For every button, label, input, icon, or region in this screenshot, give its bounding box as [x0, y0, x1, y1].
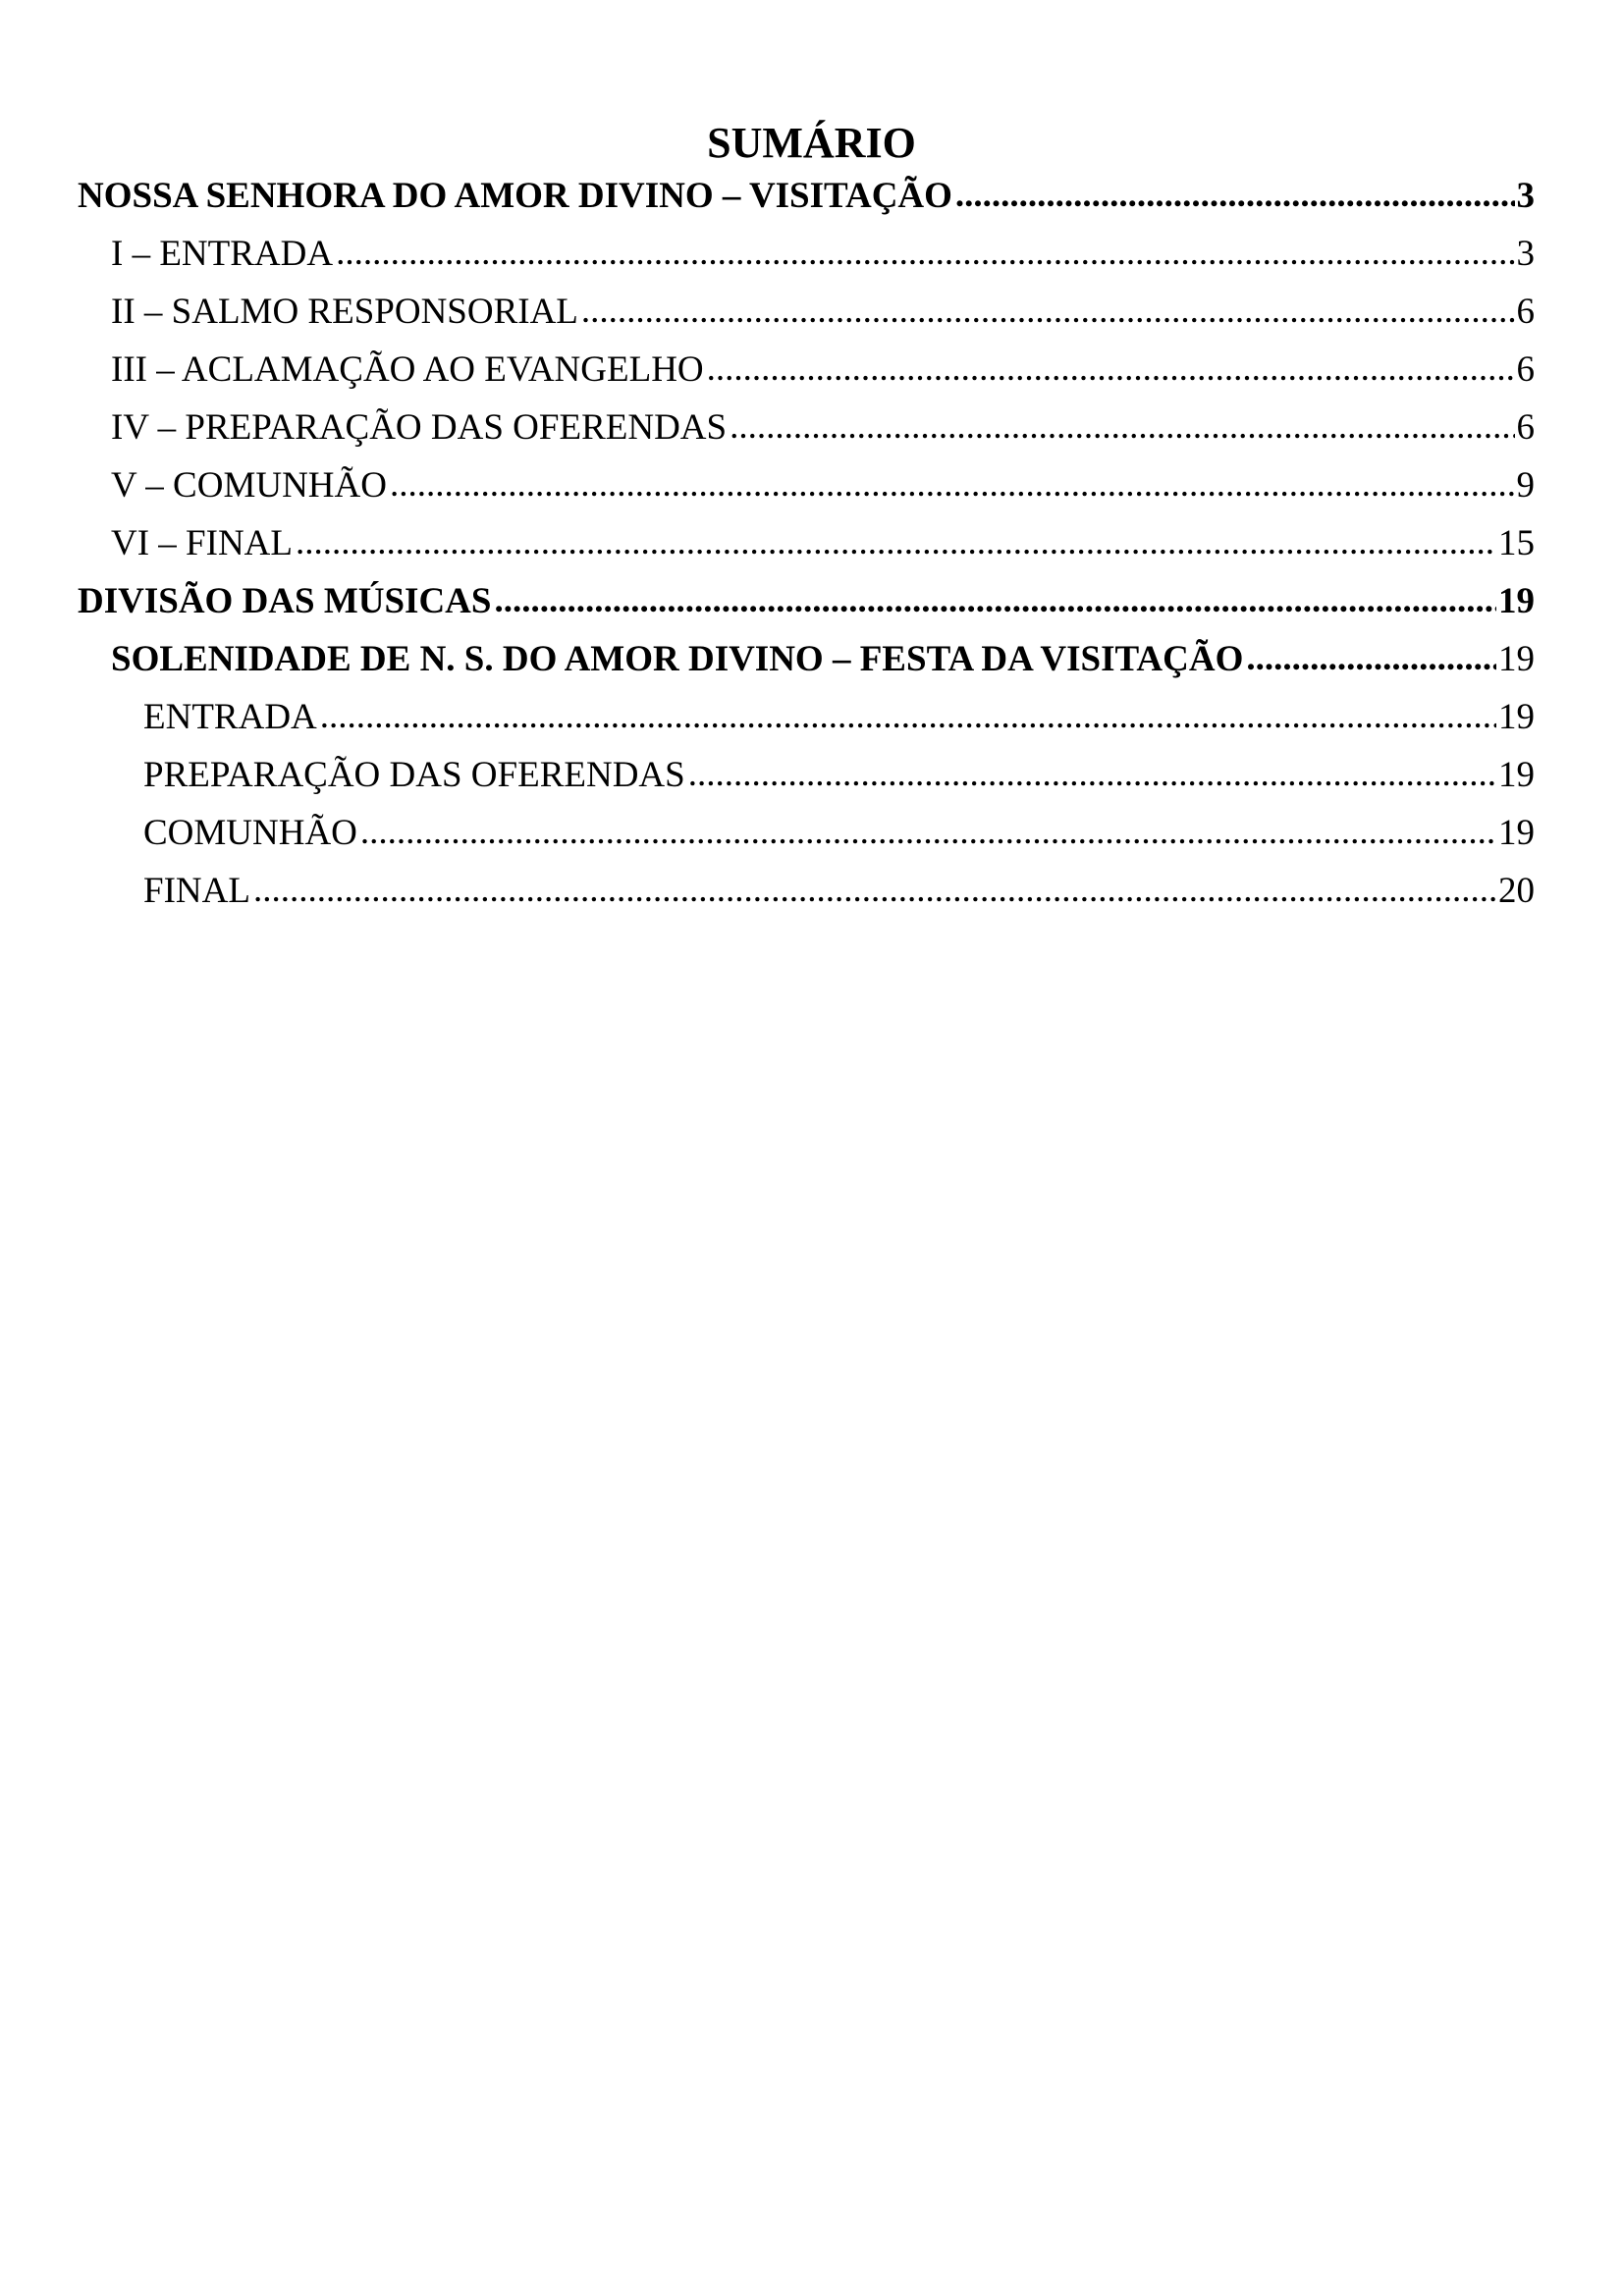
toc-entry-label: ENTRADA [143, 697, 317, 737]
toc-leader-dots [360, 812, 1496, 855]
toc-leader-dots [494, 580, 1496, 623]
toc-leader-dots [336, 233, 1514, 276]
toc-leader-dots [688, 754, 1496, 797]
toc-leader-dots [955, 175, 1515, 218]
toc-title: SUMÁRIO [707, 119, 916, 167]
toc-entry[interactable] [78, 630, 1535, 688]
toc-entry[interactable] [78, 399, 1535, 456]
toc-entry[interactable] [78, 746, 1535, 804]
toc-leader-dots [253, 870, 1496, 913]
toc-leader-dots [707, 348, 1515, 392]
toc-entry[interactable] [78, 804, 1535, 862]
toc-leader-dots [320, 696, 1496, 739]
toc-entry-page: 3 [1516, 234, 1535, 274]
toc-entry-page: 6 [1516, 349, 1535, 390]
toc-leader-dots [1246, 638, 1496, 681]
toc-entry-label: SOLENIDADE DE N. S. DO AMOR DIVINO – FESTA DA VISITAÇÃO [111, 639, 1244, 679]
toc-entry-page: 20 [1498, 871, 1535, 911]
toc-entry-label: PREPARAÇÃO DAS OFERENDAS [143, 755, 685, 795]
toc-entry-label: DIVISÃO DAS MÚSICAS [78, 581, 492, 621]
toc-entry[interactable] [78, 572, 1535, 630]
toc-entry-label: V – COMUNHÃO [111, 465, 387, 506]
toc-entry-label: I – ENTRADA [111, 234, 334, 274]
toc-leader-dots [296, 522, 1496, 565]
toc-entry[interactable] [78, 456, 1535, 514]
table-of-contents [78, 167, 1535, 920]
toc-entry[interactable] [78, 862, 1535, 920]
toc-entry-label: III – ACLAMAÇÃO AO EVANGELHO [111, 349, 704, 390]
toc-entry-page: 6 [1516, 407, 1535, 448]
toc-entry-label: NOSSA SENHORA DO AMOR DIVINO – VISITAÇÃO [78, 176, 952, 216]
toc-entry-label: II – SALMO RESPONSORIAL [111, 292, 578, 332]
toc-entry[interactable] [78, 341, 1535, 399]
toc-entry-label: VI – FINAL [111, 523, 293, 563]
toc-entry[interactable] [78, 283, 1535, 341]
toc-entry[interactable] [78, 688, 1535, 746]
toc-leader-dots [730, 406, 1514, 450]
toc-leader-dots [390, 464, 1515, 507]
toc-entry-page: 19 [1498, 581, 1535, 621]
toc-entry[interactable] [78, 514, 1535, 572]
toc-leader-dots [581, 291, 1515, 334]
toc-entry-page: 9 [1516, 465, 1535, 506]
toc-entry-page: 19 [1498, 813, 1535, 853]
toc-entry-label: COMUNHÃO [143, 813, 357, 853]
toc-entry-page: 19 [1498, 697, 1535, 737]
toc-entry-page: 3 [1516, 176, 1535, 216]
toc-entry[interactable] [78, 167, 1535, 225]
toc-entry-page: 15 [1498, 523, 1535, 563]
toc-entry[interactable] [78, 225, 1535, 283]
toc-entry-label: FINAL [143, 871, 250, 911]
toc-entry-page: 19 [1498, 639, 1535, 679]
toc-entry-label: IV – PREPARAÇÃO DAS OFERENDAS [111, 407, 728, 448]
toc-entry-page: 19 [1498, 755, 1535, 795]
toc-entry-page: 6 [1516, 292, 1535, 332]
